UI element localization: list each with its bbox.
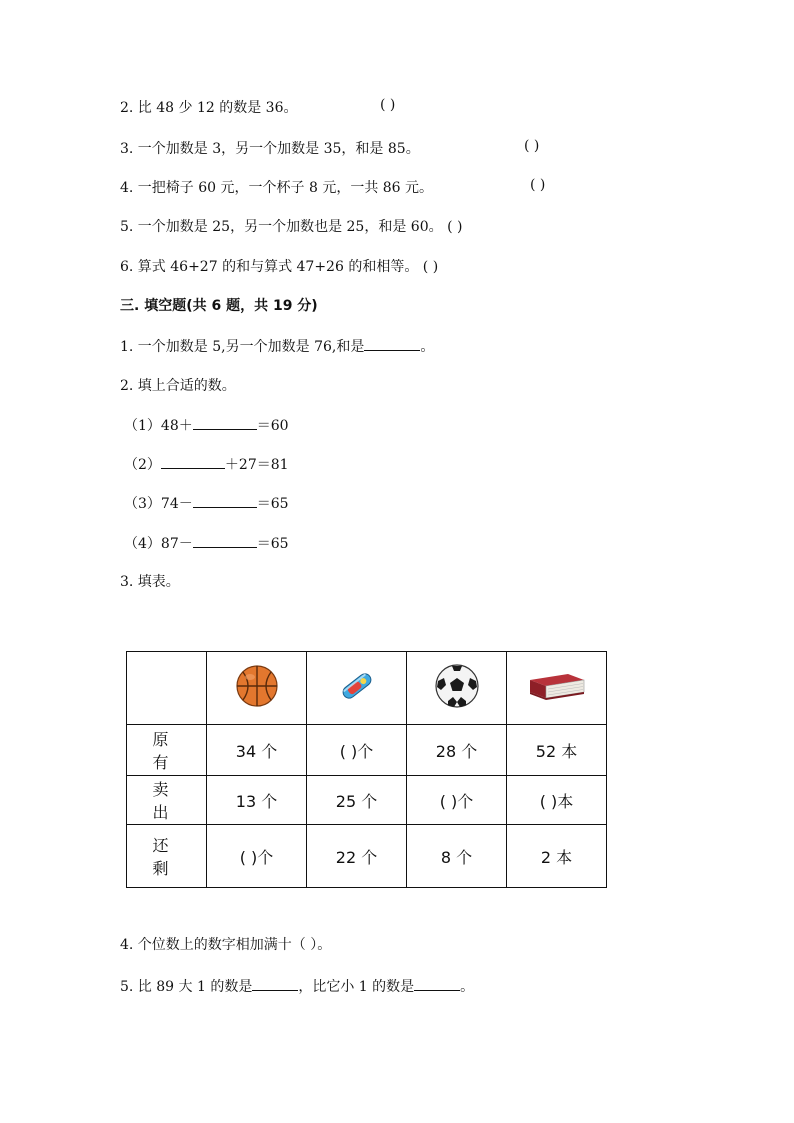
- answer-paren-5[interactable]: ( ): [447, 219, 463, 235]
- fill-2-item-1-label: （1）48＋: [124, 418, 193, 434]
- table-cell-blank[interactable]: ( )个: [407, 776, 507, 825]
- fill-2-item-1: [124, 415, 289, 435]
- answer-paren-6[interactable]: ( ): [422, 259, 439, 275]
- answer-paren-3[interactable]: ( ): [524, 138, 540, 154]
- table-cell: 28 个: [407, 725, 507, 776]
- section-3-heading: 三. 填空题(共 6 题，共 19 分): [120, 298, 318, 314]
- row-label-sold: 卖出: [127, 776, 207, 825]
- question-5: [120, 216, 462, 236]
- fill-question-1: [120, 336, 434, 356]
- book-cell: [507, 652, 607, 725]
- table-row: [127, 725, 607, 776]
- fill-question-3-title: 3. 填表。: [120, 574, 180, 590]
- fill-2-item-2: [124, 454, 289, 474]
- table-cell-blank[interactable]: ( )个: [307, 725, 407, 776]
- fill-2-item-2-after: ＋27＝81: [224, 457, 289, 473]
- fill-2-item-4: [124, 533, 289, 553]
- fill-2-item-3: [124, 493, 289, 513]
- table-corner-cell: [127, 652, 207, 725]
- question-6: [120, 256, 438, 276]
- basketball-icon: [235, 664, 279, 708]
- table-cell: 52 本: [507, 725, 607, 776]
- question-2-text: 2. 比 48 少 12 的数是 36。: [120, 100, 298, 116]
- table-row: [127, 825, 607, 888]
- fill-question-2-title: 2. 填上合适的数。: [120, 378, 236, 394]
- fill-2-item-4-label: （4）87－: [124, 536, 193, 552]
- fill-5-blank-1[interactable]: [252, 978, 298, 991]
- basketball-cell: [207, 652, 307, 725]
- fill-question-4[interactable]: 4. 个位数上的数字相加满十（ ）。: [120, 937, 332, 953]
- fill-1-end: 。: [420, 339, 435, 355]
- fill-5-blank-2[interactable]: [414, 978, 460, 991]
- question-3: [120, 138, 420, 158]
- soccer-ball-cell: [407, 652, 507, 725]
- row-label-original: 原有: [127, 725, 207, 776]
- soccer-ball-icon: [434, 663, 480, 709]
- fill-2-item-4-blank[interactable]: [193, 535, 257, 548]
- table-cell: 25 个: [307, 776, 407, 825]
- fill-1-blank[interactable]: [364, 338, 420, 351]
- question-5-text: 5. 一个加数是 25，另一个加数也是 25，和是 60。: [120, 219, 443, 235]
- fill-1-text: 1. 一个加数是 5,另一个加数是 76,和是: [120, 339, 365, 355]
- table-cell: 22 个: [307, 825, 407, 888]
- book-icon: [528, 668, 586, 704]
- question-2: [120, 97, 298, 117]
- fill-question-5: [120, 976, 474, 996]
- fill-2-item-4-after: ＝65: [256, 536, 289, 552]
- question-4-text: 4. 一把椅子 60 元，一个杯子 8 元，一共 86 元。: [120, 180, 434, 196]
- question-3-text: 3. 一个加数是 3，另一个加数是 35，和是 85。: [120, 141, 420, 157]
- row-label-remaining: 还剩: [127, 825, 207, 888]
- table-cell-blank[interactable]: ( )本: [507, 776, 607, 825]
- table-cell: 34 个: [207, 725, 307, 776]
- table-cell: 8 个: [407, 825, 507, 888]
- fill-2-item-2-blank[interactable]: [161, 456, 225, 469]
- answer-paren-2[interactable]: ( ): [380, 97, 396, 113]
- fill-2-item-2-label: （2）: [124, 457, 161, 473]
- table-row: [127, 776, 607, 825]
- pencil-case-icon: [335, 664, 379, 708]
- fill-5-part1: 5. 比 89 大 1 的数是: [120, 979, 253, 995]
- fill-2-item-3-blank[interactable]: [193, 495, 257, 508]
- fill-5-part3: 。: [460, 979, 475, 995]
- goods-table: [126, 651, 607, 888]
- answer-paren-4[interactable]: ( ): [530, 177, 546, 193]
- fill-2-item-3-label: （3）74－: [124, 496, 193, 512]
- fill-2-item-1-after: ＝60: [256, 418, 289, 434]
- fill-2-item-3-after: ＝65: [256, 496, 289, 512]
- table-cell: 2 本: [507, 825, 607, 888]
- question-4: [120, 177, 433, 197]
- fill-5-part2: ，比它小 1 的数是: [298, 979, 415, 995]
- question-6-text: 6. 算式 46+27 的和与算式 47+26 的和相等。: [120, 259, 419, 275]
- pencil-case-cell: [307, 652, 407, 725]
- table-cell-blank[interactable]: ( )个: [207, 825, 307, 888]
- fill-2-item-1-blank[interactable]: [193, 417, 257, 430]
- table-cell: 13 个: [207, 776, 307, 825]
- table-icon-row: [127, 652, 607, 725]
